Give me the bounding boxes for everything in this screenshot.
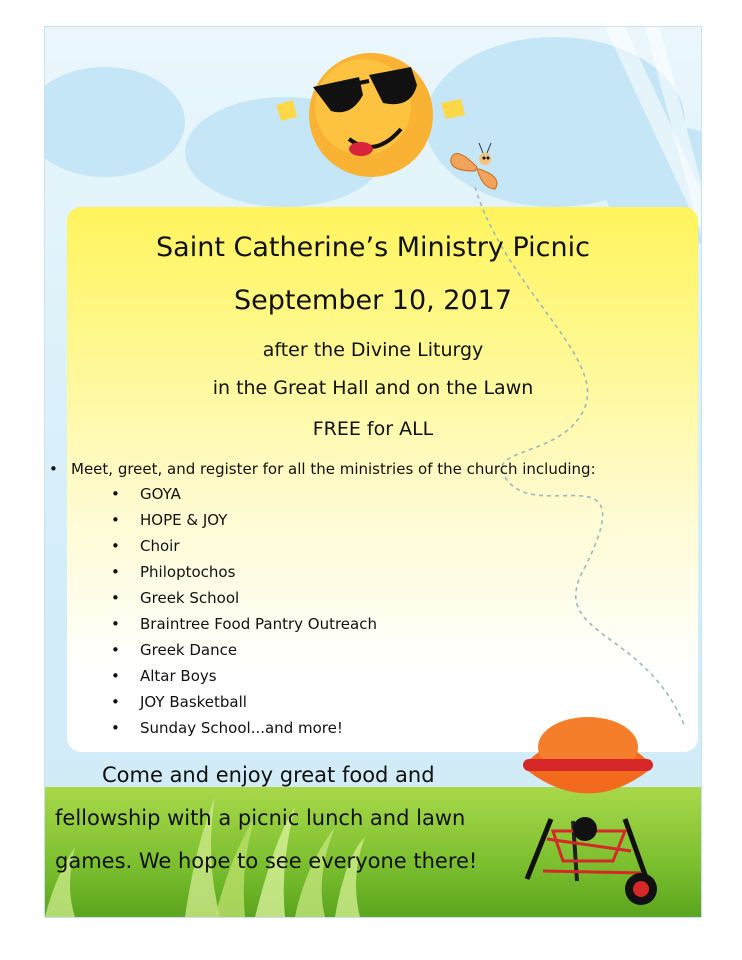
event-title: Saint Catherine’s Ministry Picnic bbox=[156, 232, 590, 263]
event-date: September 10, 2017 bbox=[233, 285, 513, 316]
bullet: • bbox=[111, 615, 120, 633]
ministry-name: JOY Basketball bbox=[140, 693, 247, 711]
closing-line-2: fellowship with a picnic lunch and lawn bbox=[55, 806, 466, 830]
closing-line-3: games. We hope to see everyone there! bbox=[55, 849, 478, 873]
bullet: • bbox=[111, 693, 120, 711]
sun-with-sunglasses-icon bbox=[271, 55, 471, 195]
bullet: • bbox=[111, 537, 120, 555]
ministry-name: Sunday School...and more! bbox=[140, 719, 343, 737]
event-location: in the Great Hall and on the Lawn bbox=[212, 377, 534, 399]
ministry-name: HOPE & JOY bbox=[140, 511, 228, 529]
bullet: • bbox=[111, 511, 120, 529]
ministry-name: Altar Boys bbox=[140, 667, 217, 685]
flyer-background bbox=[44, 26, 702, 918]
ministry-name: Greek School bbox=[140, 589, 240, 607]
ministry-name: Philoptochos bbox=[140, 563, 236, 581]
bullet: • bbox=[111, 719, 120, 737]
closing-line-1: Come and enjoy great food and bbox=[102, 763, 435, 787]
bullet: • bbox=[111, 563, 120, 581]
bullet: • bbox=[111, 485, 120, 503]
intro-text: Meet, greet, and register for all the ministries of the church including: bbox=[71, 460, 596, 478]
bullet: • bbox=[111, 667, 120, 685]
ministry-name: Choir bbox=[140, 537, 180, 555]
butterfly-icon bbox=[447, 137, 507, 197]
event-price: FREE for ALL bbox=[312, 418, 434, 440]
bullet: • bbox=[111, 589, 120, 607]
ministry-name: Braintree Food Pantry Outreach bbox=[140, 615, 377, 633]
ministry-name: Greek Dance bbox=[140, 641, 238, 659]
bullet: • bbox=[49, 460, 58, 478]
event-timing: after the Divine Liturgy bbox=[262, 339, 484, 361]
bullet: • bbox=[111, 641, 120, 659]
ministry-name: GOYA bbox=[140, 485, 181, 503]
